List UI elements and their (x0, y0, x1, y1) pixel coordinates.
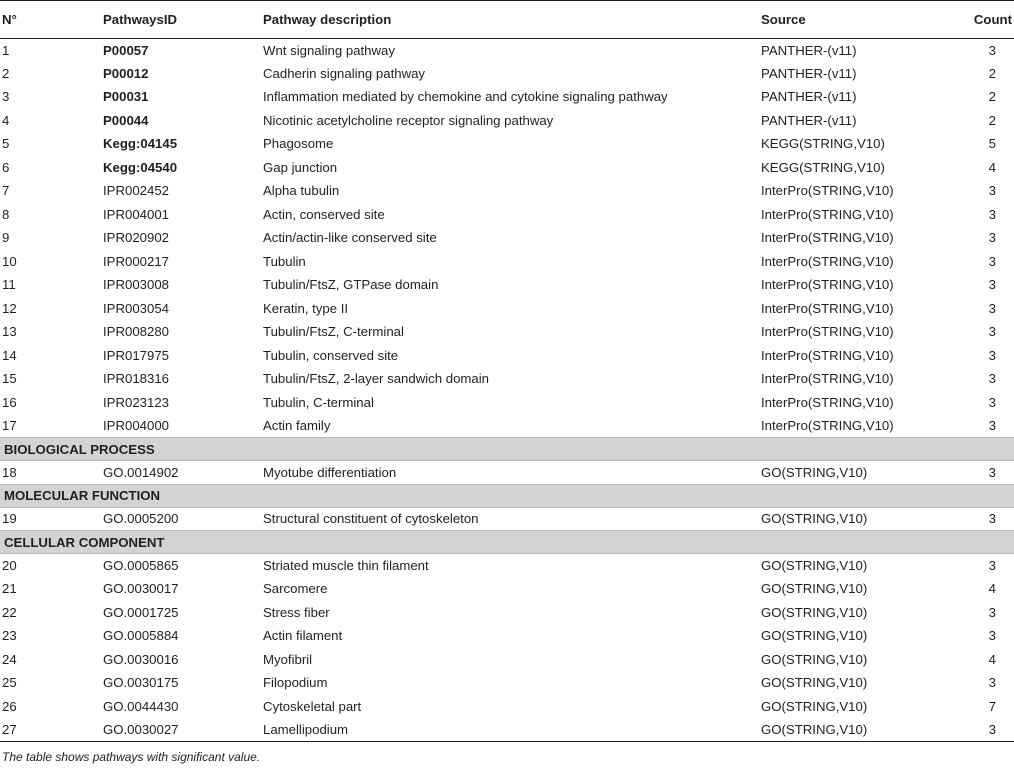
cell-count: 3 (988, 42, 996, 58)
cell-pathway-id: GO.0001725 (103, 604, 179, 620)
cell-source: PANTHER-(v11) (761, 42, 857, 58)
cell-number: 7 (2, 183, 10, 199)
cell-count: 2 (988, 112, 996, 128)
cell-number: 19 (2, 511, 17, 527)
cell-number: 27 (0, 718, 101, 742)
table-row (0, 718, 1014, 742)
cell-source: GO(STRING,V10) (761, 604, 868, 620)
cell-source: InterPro(STRING,V10) (761, 206, 894, 222)
table-row (0, 320, 1014, 344)
cell-description: Wnt signaling pathway (263, 42, 395, 58)
cell-number: 24 (2, 651, 17, 667)
cell-pathway-id: P00057 (103, 42, 149, 58)
table-row (0, 179, 1014, 203)
cell-source: PANTHER-(v11) (761, 65, 857, 81)
cell-pathway-id: IPR002452 (103, 183, 169, 199)
table-row (0, 85, 1014, 109)
cell-pathway-id: P00031 (103, 89, 149, 105)
cell-description: Filopodium (263, 675, 328, 691)
cell-pathway-id: GO.0005865 (103, 558, 179, 573)
cell-pathway-id: Kegg:04145 (103, 136, 178, 152)
cell-number: 13 (2, 324, 17, 340)
cell-count: 3 (988, 464, 996, 480)
cell-pathway-id: GO.0014902 (103, 464, 179, 480)
cell-number: 2 (2, 65, 10, 81)
cell-pathway-id: IPR017975 (103, 347, 169, 363)
cell-count: 3 (988, 277, 996, 293)
cell-description: Striated muscle thin filament (263, 558, 429, 573)
table-row (0, 391, 1014, 415)
cell-number: 4 (2, 112, 10, 128)
cell-description: Nicotinic acetylcholine receptor signaling pathway (263, 112, 554, 128)
cell-description: Tubulin, conserved site (263, 347, 399, 363)
table-row (0, 507, 1014, 531)
cell-description: Sarcomere (263, 581, 328, 597)
cell-count: 3 (988, 371, 996, 387)
cell-source: GO(STRING,V10) (761, 558, 868, 573)
cell-count: 3 (988, 230, 996, 246)
cell-count: 3 (988, 206, 996, 222)
cell-description: Inflammation mediated by chemokine and cytokine signaling pathway (263, 89, 668, 105)
cell-pathway-id: IPR003008 (103, 277, 169, 293)
cell-number: 20 (2, 558, 17, 573)
cell-source: GO(STRING,V10) (761, 698, 868, 714)
header-count: Count (971, 1, 1014, 38)
cell-pathway-id: P00012 (103, 65, 149, 81)
cell-pathway-id: GO.0030175 (103, 675, 179, 691)
cell-count: 3 (988, 324, 996, 340)
table-row (0, 273, 1014, 297)
cell-source: GO(STRING,V10) (761, 651, 868, 667)
table-body (0, 38, 1014, 742)
cell-description: Actin filament (263, 628, 343, 644)
cell-number: 9 (2, 230, 10, 246)
header-n: N° (0, 1, 101, 38)
cell-count: 3 (988, 347, 996, 363)
cell-number: 15 (2, 371, 17, 387)
cell-pathway-id: IPR020902 (103, 230, 169, 246)
cell-pathway-id: IPR004000 (103, 418, 169, 433)
table-row (0, 367, 1014, 391)
table-row (0, 203, 1014, 227)
cell-source: PANTHER-(v11) (761, 89, 857, 105)
cell-pathway-id: P00044 (103, 112, 149, 128)
cell-number: 6 (2, 159, 10, 175)
header-description: Pathway description (261, 1, 759, 38)
cell-count: 2 (988, 65, 996, 81)
cell-source: KEGG(STRING,V10) (761, 159, 885, 175)
cell-count: 5 (988, 136, 996, 152)
cell-source: GO(STRING,V10) (761, 628, 868, 644)
cell-count: 3 (988, 300, 996, 316)
cell-description: Gap junction (263, 159, 338, 175)
cell-source: InterPro(STRING,V10) (761, 371, 894, 387)
cell-source: GO(STRING,V10) (759, 718, 971, 742)
cell-source: InterPro(STRING,V10) (761, 324, 894, 340)
table-row (0, 414, 1014, 438)
cell-pathway-id: IPR008280 (103, 324, 169, 340)
cell-number: 22 (2, 604, 17, 620)
cell-description: Phagosome (263, 136, 334, 152)
cell-count: 3 (988, 418, 996, 433)
table-row (0, 624, 1014, 648)
cell-number: 1 (2, 42, 10, 58)
table-row (0, 62, 1014, 86)
cell-source: GO(STRING,V10) (761, 581, 868, 597)
header-pathway-id: PathwaysID (101, 1, 261, 38)
cell-number: 11 (2, 277, 16, 293)
cell-count: 3 (988, 394, 996, 410)
section-molecular-function (0, 484, 1014, 507)
table-row (0, 648, 1014, 672)
section-cellular-component (0, 531, 1014, 554)
cell-description: Myofibril (263, 651, 313, 667)
table-row (0, 226, 1014, 250)
cell-pathway-id: GO.0030017 (103, 581, 179, 597)
cell-description: Tubulin/FtsZ, C-terminal (263, 324, 404, 340)
table-row (0, 695, 1014, 719)
cell-number: 18 (2, 464, 17, 480)
header-source: Source (759, 1, 971, 38)
cell-number: 5 (2, 136, 10, 152)
cell-count: 3 (988, 675, 996, 691)
cell-number: 26 (2, 698, 17, 714)
pathway-table (0, 1, 1014, 742)
cell-source: GO(STRING,V10) (761, 464, 868, 480)
section-label: BIOLOGICAL PROCESS (0, 438, 1014, 461)
cell-source: InterPro(STRING,V10) (761, 300, 894, 316)
cell-count: 3 (988, 183, 996, 199)
cell-pathway-id: IPR023123 (103, 394, 169, 410)
cell-pathway-id: Kegg:04540 (103, 159, 178, 175)
cell-description: Actin family (263, 418, 331, 433)
section-label: CELLULAR COMPONENT (0, 531, 1014, 554)
cell-count: 7 (988, 698, 996, 714)
cell-count: 4 (988, 159, 996, 175)
cell-description: Lamellipodium (261, 718, 759, 742)
cell-number: 3 (2, 89, 10, 105)
table-row (0, 250, 1014, 274)
cell-source: PANTHER-(v11) (761, 112, 857, 128)
cell-description: Structural constituent of cytoskeleton (263, 511, 479, 527)
cell-description: Stress fiber (263, 604, 330, 620)
cell-count: 3 (971, 718, 1014, 742)
table-row (0, 297, 1014, 321)
cell-description: Tubulin, C-terminal (263, 394, 374, 410)
cell-number: 10 (2, 253, 17, 269)
cell-description: Keratin, type II (263, 300, 349, 316)
table-row (0, 554, 1014, 578)
cell-source: InterPro(STRING,V10) (761, 418, 894, 433)
cell-number: 17 (2, 418, 17, 433)
cell-number: 12 (2, 300, 17, 316)
table-row (0, 671, 1014, 695)
cell-count: 3 (988, 604, 996, 620)
cell-description: Tubulin/FtsZ, 2-layer sandwich domain (263, 371, 489, 387)
cell-description: Tubulin/FtsZ, GTPase domain (263, 277, 439, 293)
section-biological-process (0, 438, 1014, 461)
cell-number: 8 (2, 206, 10, 222)
table-row (0, 577, 1014, 601)
cell-source: InterPro(STRING,V10) (761, 394, 894, 410)
table-header (0, 1, 1014, 38)
cell-count: 2 (988, 89, 996, 105)
section-label: MOLECULAR FUNCTION (0, 484, 1014, 507)
cell-description: Actin/actin-like conserved site (263, 230, 437, 246)
cell-description: Tubulin (263, 253, 306, 269)
cell-pathway-id: IPR018316 (103, 371, 169, 387)
cell-description: Actin, conserved site (263, 206, 385, 222)
table-row (0, 132, 1014, 156)
cell-source: InterPro(STRING,V10) (761, 277, 894, 293)
cell-description: Myotube differentiation (263, 464, 397, 480)
cell-pathway-id: GO.0005200 (103, 511, 179, 527)
cell-pathway-id: GO.0030027 (101, 718, 261, 742)
cell-source: InterPro(STRING,V10) (761, 230, 894, 246)
cell-number: 14 (2, 347, 17, 363)
table-row (0, 601, 1014, 625)
cell-description: Cadherin signaling pathway (263, 65, 426, 81)
cell-number: 25 (2, 675, 17, 691)
cell-pathway-id: IPR003054 (103, 300, 169, 316)
cell-count: 3 (988, 558, 996, 573)
cell-source: InterPro(STRING,V10) (761, 183, 894, 199)
cell-description: Cytoskeletal part (263, 698, 362, 714)
table-row (0, 109, 1014, 133)
table-row (0, 156, 1014, 180)
cell-count: 4 (988, 651, 996, 667)
cell-count: 3 (988, 628, 996, 644)
cell-source: InterPro(STRING,V10) (761, 253, 894, 269)
cell-source: KEGG(STRING,V10) (761, 136, 885, 152)
cell-pathway-id: IPR004001 (103, 206, 169, 222)
cell-number: 23 (2, 628, 17, 644)
cell-source: InterPro(STRING,V10) (761, 347, 894, 363)
cell-source: GO(STRING,V10) (761, 675, 868, 691)
table-row (0, 344, 1014, 368)
cell-count: 3 (988, 511, 996, 527)
cell-number: 21 (2, 581, 17, 597)
cell-count: 4 (988, 581, 996, 597)
cell-description: Alpha tubulin (263, 183, 340, 199)
cell-pathway-id: IPR000217 (103, 253, 169, 269)
cell-pathway-id: GO.0005884 (103, 628, 179, 644)
cell-pathway-id: GO.0044430 (103, 698, 179, 714)
cell-count: 3 (988, 253, 996, 269)
table-footnote: The table shows pathways with significant value. (2, 750, 261, 764)
cell-number: 16 (2, 394, 17, 410)
cell-source: GO(STRING,V10) (761, 511, 868, 527)
cell-pathway-id: GO.0030016 (103, 651, 179, 667)
table-row (0, 38, 1014, 62)
table-row (0, 461, 1014, 485)
